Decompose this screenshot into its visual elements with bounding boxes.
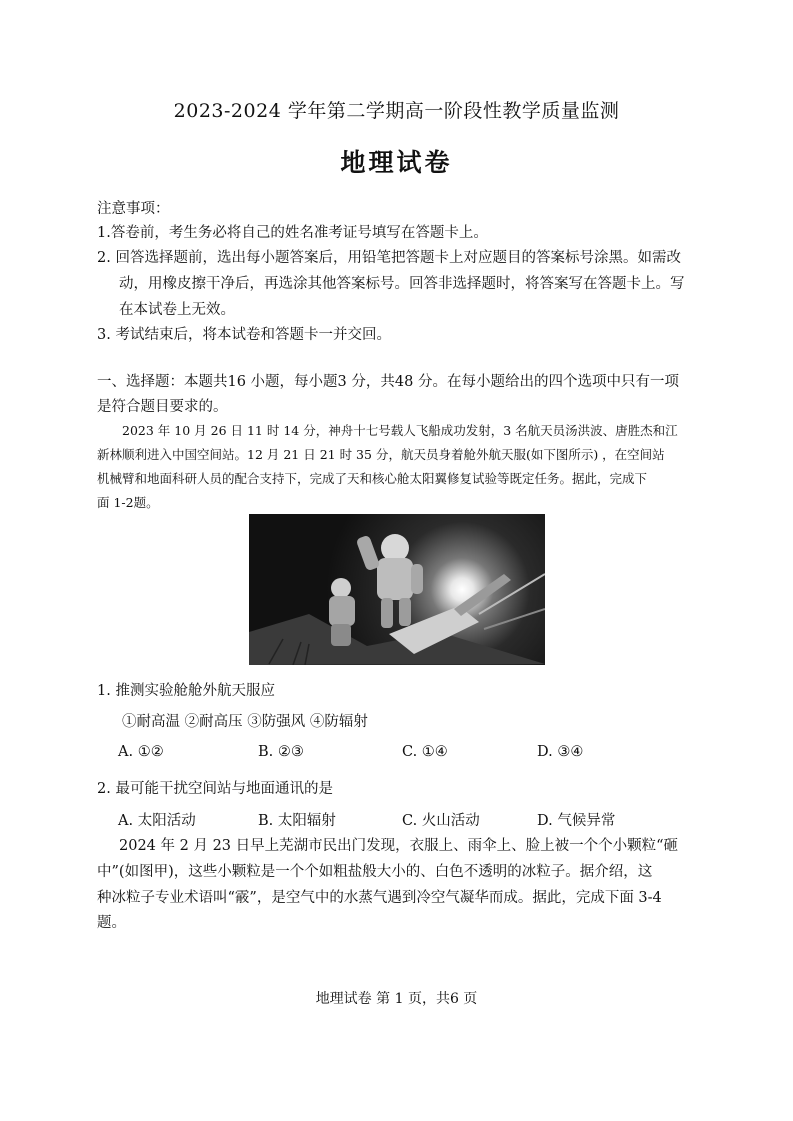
passage-2-line-2: 中”(如图甲)，这些小颗粒是一个个如粗盐般大小的、白色不透明的冰粒子。据介绍，这 bbox=[97, 864, 653, 880]
question-1-option-b: B. ②③ bbox=[258, 744, 304, 760]
question-2-option-b: B. 太阳辐射 bbox=[258, 813, 336, 829]
question-2-option-c: C. 火山活动 bbox=[402, 813, 480, 829]
notice-heading: 注意事项： bbox=[97, 201, 170, 217]
question-1-option-d: D. ③④ bbox=[537, 744, 584, 760]
astronaut-spacewalk-photo bbox=[249, 514, 545, 665]
passage-2-line-4: 题。 bbox=[97, 915, 126, 931]
notice-item-2-line-3: 在本试卷上无效。 bbox=[119, 302, 235, 318]
question-1-stem: 1. 推测实验舱舱外航天服应 bbox=[97, 683, 275, 699]
page-footer: 地理试卷 第 1 页，共6 页 bbox=[315, 991, 478, 1007]
exam-subject-title: 地理试卷 bbox=[340, 148, 453, 177]
question-2-option-d: D. 气候异常 bbox=[537, 813, 616, 829]
question-1-items: ①耐高温 ②耐高压 ③防强风 ④防辐射 bbox=[122, 714, 368, 730]
question-2-option-a: A. 太阳活动 bbox=[118, 813, 196, 829]
astronaut-illustration bbox=[249, 514, 545, 665]
passage-2-line-1: 2024 年 2 月 23 日早上芜湖市民出门发现，衣服上、雨伞上、脸上被一个个小颗粒“砸 bbox=[119, 838, 679, 854]
passage-1-line-4: 面 1-2题。 bbox=[97, 495, 159, 510]
notice-item-2-line-1: 2. 回答选择题前，选出每小题答案后，用铅笔把答题卡上对应题目的答案标号涂黑。如需改 bbox=[97, 250, 681, 266]
section-1-heading: 一、选择题：本题共16 小题，每小题3 分，共48 分。在每小题给出的四个选项中只有一项 bbox=[97, 374, 679, 390]
exam-header-title: 2023-2024 学年第二学期高一阶段性教学质量监测 bbox=[173, 100, 620, 122]
passage-1-line-2: 新林顺利进入中国空间站。12 月 21 日 21 时 35 分，航天员身着舱外航天服(如下图所示) ，在空间站 bbox=[97, 447, 665, 462]
question-1-option-c: C. ①④ bbox=[402, 744, 448, 760]
section-1-heading-cont: 是符合题目要求的。 bbox=[97, 399, 228, 415]
passage-1-line-3: 机械臂和地面科研人员的配合支持下，完成了天和核心舱太阳翼修复试验等既定任务。据此，完成下 bbox=[97, 471, 648, 486]
notice-item-3: 3. 考试结束后，将本试卷和答题卡一并交回。 bbox=[97, 327, 391, 343]
question-1-option-a: A. ①② bbox=[118, 744, 164, 760]
notice-item-1: 1.答卷前，考生务必将自己的姓名准考证号填写在答题卡上。 bbox=[97, 225, 488, 241]
notice-item-2-line-2: 动，用橡皮擦干净后，再选涂其他答案标号。回答非选择题时，将答案写在答题卡上。写 bbox=[119, 276, 685, 292]
question-2-stem: 2. 最可能干扰空间站与地面通讯的是 bbox=[97, 781, 333, 797]
passage-1-line-1: 2023 年 10 月 26 日 11 时 14 分，神舟十七号载人飞船成功发射，3 名航天员汤洪波、唐胜杰和江 bbox=[122, 423, 678, 438]
passage-2-line-3: 种冰粒子专业术语叫“霰”，是空气中的水蒸气遇到冷空气凝华而成。据此，完成下面 3-4 bbox=[97, 890, 662, 906]
